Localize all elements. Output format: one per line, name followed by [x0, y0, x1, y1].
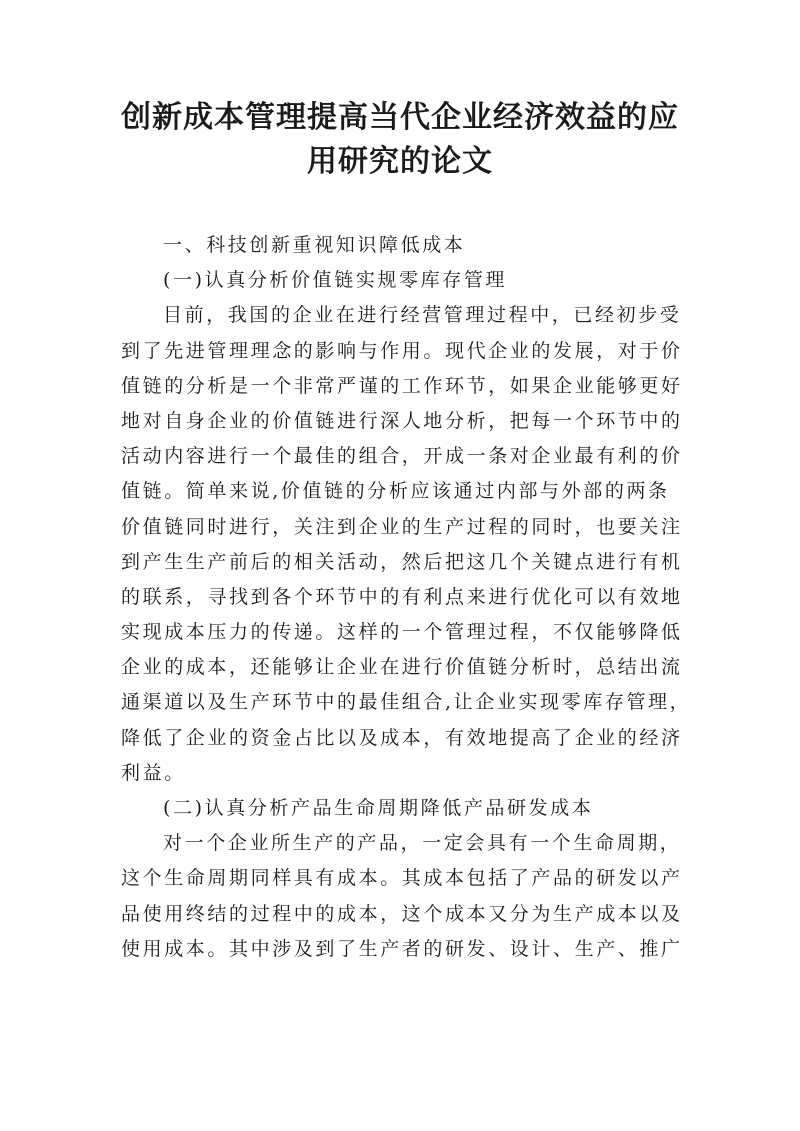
text-line: 的联系，寻找到各个环节中的有利点来进行优化可以有效地	[121, 585, 683, 608]
text-line: 价值链同时进行，关注到企业的生产过程的同时，也要关注	[121, 515, 683, 538]
text-line: (一)认真分析价值链实规零库存管理	[163, 269, 508, 292]
text-line: 值链的分析是一个非常严谨的工作环节，如果企业能够更好	[121, 374, 683, 397]
text-line: 到产生生产前后的相关活动，然后把这几个关键点进行有机	[121, 550, 683, 573]
text-line: 使用成本。其中涉及到了生产者的研发、设计、生产、推广	[121, 937, 683, 960]
text-line: 活动内容进行一个最佳的组合，开成一条对企业最有利的价	[121, 445, 683, 468]
text-line: 地对自身企业的价值链进行深人地分析，把每一个环节中的	[121, 409, 683, 432]
text-line: 这个生命周期同样具有成本。其成本包括了产品的研发以产	[121, 867, 683, 890]
document-title	[100, 96, 700, 184]
text-line: 利益。	[121, 761, 186, 784]
text-line: 企业的成本，还能够让企业在进行价值链分析时，总结出流	[121, 656, 683, 679]
title-line: 用研究的论文	[307, 144, 493, 179]
text-line: 通渠道以及生产环节中的最佳组合,让企业实现零库存管理，	[121, 691, 692, 714]
title-line: 创新成本管理提高当代企业经济效益的应	[121, 100, 679, 135]
text-line: 降低了企业的资金占比以及成本，有效地提高了企业的经济	[121, 726, 683, 749]
text-line: 值链。简单来说,价值链的分析应该通过内部与外部的两条	[121, 480, 670, 503]
text-line: 一、科技创新重视知识障低成本	[163, 234, 466, 256]
text-line: 品使用终结的过程中的成本，这个成本又分为生产成本以及	[121, 902, 683, 925]
text-line: (二)认真分析产品生命周期降低产品研发成本	[163, 797, 594, 819]
text-line: 实现成本压力的传递。这样的一个管理过程，不仅能够降低	[121, 621, 683, 644]
text-line: 对一个企业所生产的产品，一定会具有一个生命周期，	[163, 832, 682, 855]
text-line: 到了先进管理理念的影响与作用。现代企业的发展，对于价	[121, 339, 683, 362]
document-body	[121, 228, 692, 967]
text-line: 目前，我国的企业在进行经营管理过程中，已经初步受	[163, 304, 682, 327]
